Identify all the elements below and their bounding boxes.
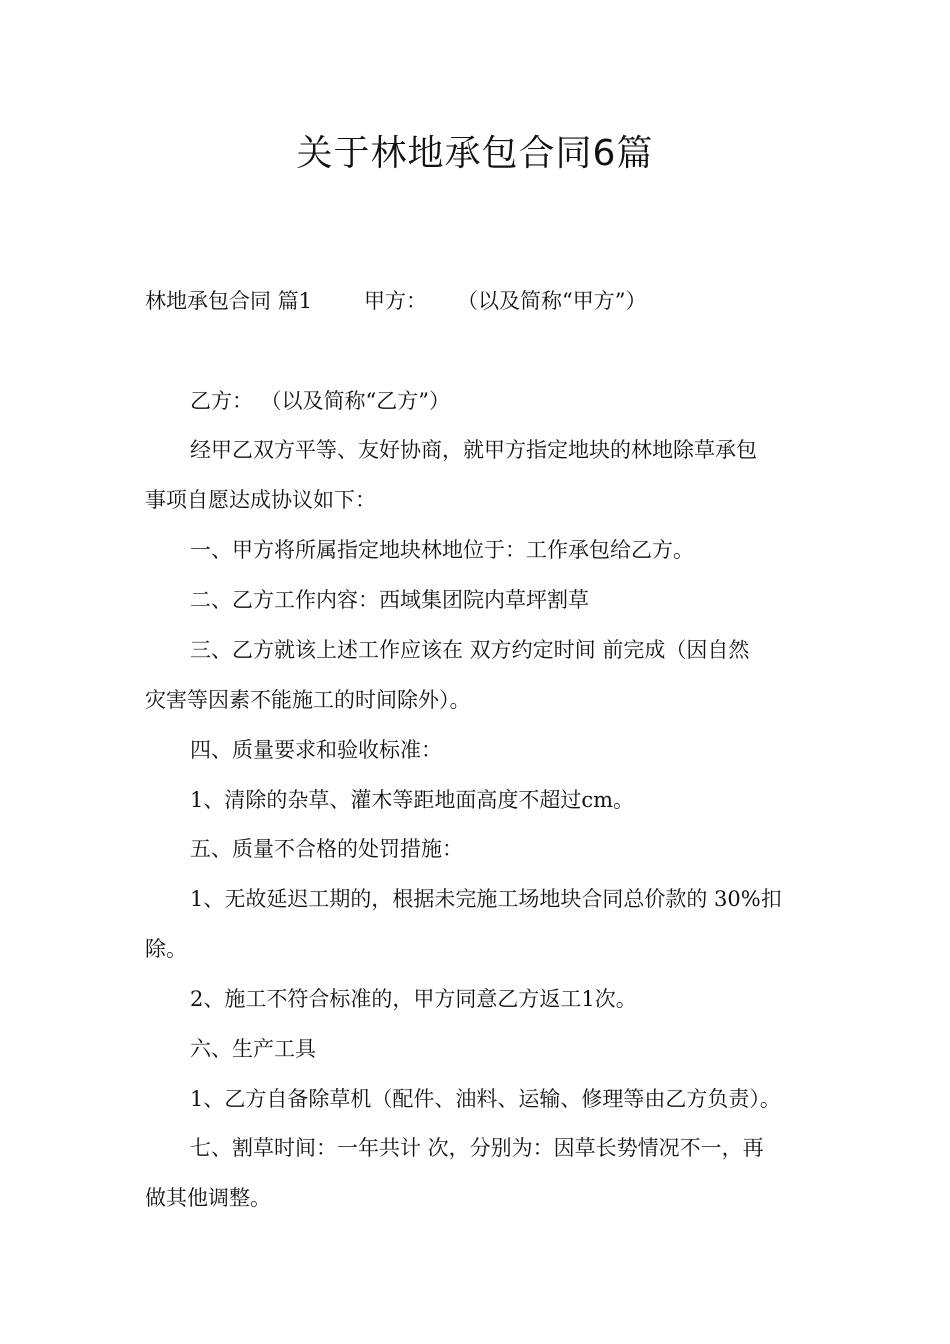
paragraph-line: 1、清除的杂草、灌木等距地面高度不超过cm。 (190, 788, 635, 812)
party-b-line (190, 386, 450, 416)
party-b-abbreviation: （以及简称“乙方”） (271, 389, 450, 413)
party-b-label: 乙方： (190, 389, 253, 413)
paragraph-line: 事项自愿达成协议如下： (145, 488, 376, 512)
paragraph-line: 七、割草时间：一年共计 次，分别为：因草长势情况不一，再 (190, 1136, 764, 1160)
party-a-abbreviation: （以及简称“甲方”） (457, 289, 647, 313)
section-label: 林地承包合同 篇1 (145, 289, 313, 313)
paragraph-line: 一、甲方将所属指定地块林地位于：工作承包给乙方。 (190, 538, 694, 562)
paragraph-line: 1、无故延迟工期的，根据未完施工场地块合同总价款的 30%扣 (190, 887, 782, 911)
paragraph-line: 1、乙方自备除草机（配件、油料、运输、修理等由乙方负责）。 (190, 1087, 781, 1111)
paragraph-line: 除。 (145, 937, 187, 961)
paragraph-line: 灾害等因素不能施工的时间除外）。 (145, 688, 471, 712)
section-header-line (145, 286, 647, 316)
paragraph-line: 经甲乙双方平等、友好协商，就甲方指定地块的林地除草承包 (190, 438, 757, 462)
paragraph-line: 二、乙方工作内容：西域集团院内草坪割草 (190, 588, 589, 612)
paragraph-line: 五、质量不合格的处罚措施： (190, 837, 463, 861)
paragraph-line: 2、施工不符合标准的，甲方同意乙方返工1次。 (190, 987, 637, 1011)
paragraph-line: 做其他调整。 (145, 1186, 271, 1210)
paragraph-line: 六、生产工具 (190, 1037, 316, 1061)
party-a-label: 甲方： (364, 289, 428, 313)
paragraph-line: 四、质量要求和验收标准： (190, 738, 442, 762)
document-title: 关于林地承包合同6篇 (296, 133, 654, 174)
paragraph-line: 三、乙方就该上述工作应该在 双方约定时间 前完成（因自然 (190, 638, 750, 662)
